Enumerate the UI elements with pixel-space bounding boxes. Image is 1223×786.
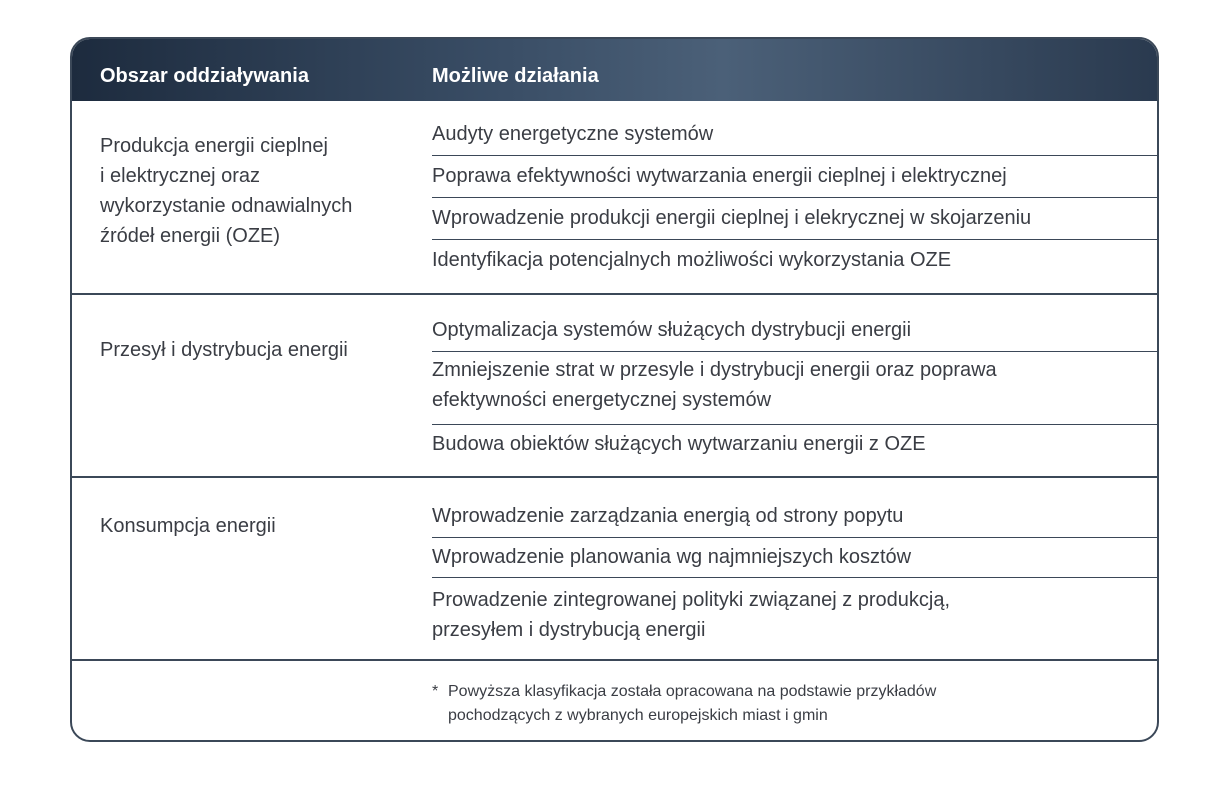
row-divider — [432, 537, 1159, 538]
section-divider — [72, 659, 1157, 661]
row-divider — [432, 577, 1159, 578]
action-cell: Prowadzenie zintegrowanej polityki związanej z produkcją, przesyłem i dystrybucją energii — [432, 589, 951, 641]
area-cell: Konsumpcja energii — [100, 515, 276, 537]
row-divider — [432, 239, 1159, 240]
action-cell: Wprowadzenie planowania wg najmniejszych kosztów — [432, 546, 912, 568]
row-divider — [432, 351, 1159, 352]
header-actions: Możliwe działania — [432, 65, 599, 87]
row-divider — [432, 155, 1159, 156]
action-cell: Audyty energetyczne systemów — [432, 123, 714, 145]
action-cell: Wprowadzenie zarządzania energią od strony popytu — [432, 505, 904, 527]
section-divider — [72, 293, 1157, 295]
action-cell: Wprowadzenie produkcji energii cieplnej i elekrycznej w skojarzeniu — [432, 207, 1032, 229]
section-divider — [72, 476, 1157, 478]
row-divider — [432, 424, 1159, 425]
header-area: Obszar oddziaływania — [100, 65, 309, 87]
measures-table — [70, 37, 1159, 742]
area-cell: Przesył i dystrybucja energii — [100, 339, 348, 361]
table-header — [72, 39, 1157, 101]
row-divider — [432, 197, 1159, 198]
action-cell: Poprawa efektywności wytwarzania energii cieplnej i elektrycznej — [432, 165, 1007, 187]
footnote — [432, 680, 1112, 728]
action-cell: Zmniejszenie strat w przesyle i dystrybucji energii oraz poprawa efektywności energetycznej systemów — [432, 359, 997, 411]
action-cell: Identyfikacja potencjalnych możliwości wykorzystania OZE — [432, 249, 952, 271]
area-cell: Produkcja energii cieplnej i elektrycznej oraz wykorzystanie odnawialnych źródeł energii (OZE) — [100, 135, 353, 247]
action-cell: Optymalizacja systemów służących dystrybucji energii — [432, 319, 912, 341]
footnote-text: Powyższa klasyfikacja została opracowana na podstawie przykładów pochodzących z wybranych europejskich miast i gmin — [448, 683, 937, 724]
action-cell: Budowa obiektów służących wytwarzaniu energii z OZE — [432, 433, 926, 455]
footnote-mark: * — [432, 683, 439, 700]
